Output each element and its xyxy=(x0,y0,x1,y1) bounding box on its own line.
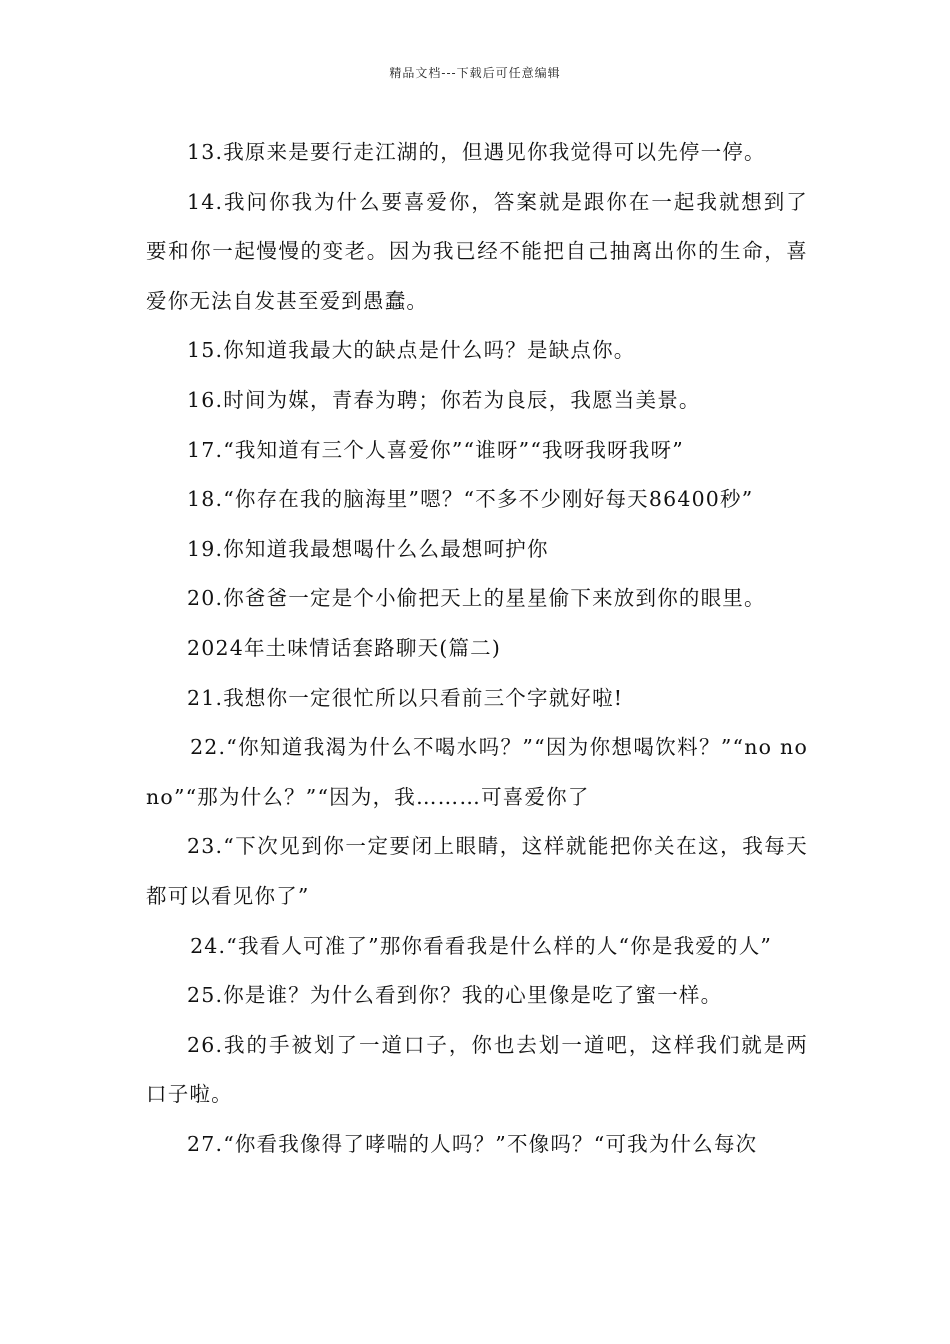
paragraph-13: 13.我原来是要行走江湖的，但遇见你我觉得可以先停一停。 xyxy=(187,140,766,164)
paragraph-15: 15.你知道我最大的缺点是什么吗？是缺点你。 xyxy=(187,338,636,363)
paragraph-20: 20.你爸爸一定是个小偷把天上的星星偷下来放到你的眼里。 xyxy=(187,586,766,611)
paragraph-22: 22.“你知道我渴为什么不喝水吗？”“因为你想喝饮料？”“no no no”“那为什么？”“因为，我………可喜爱你了 xyxy=(146,735,808,809)
paragraph-27: 27.“你看我像得了哮喘的人吗？”不像吗？“可我为什么每次 xyxy=(187,1131,758,1156)
paragraph-25: 25.你是谁？为什么看到你？我的心里像是吃了蜜一样。 xyxy=(187,983,723,1008)
document-body xyxy=(146,128,808,1169)
paragraph-19: 19.你知道我最想喝什么么最想呵护你 xyxy=(187,536,549,561)
page-header: 精品文档---下载后可任意编辑 xyxy=(389,66,561,80)
paragraph-26: 26.我的手被划了一道口子，你也去划一道吧，这样我们就是两口子啦。 xyxy=(146,1032,808,1107)
paragraph-24: 24.“我看人可准了”那你看看我是什么样的人“你是我爱的人” xyxy=(190,933,773,958)
paragraph-16: 16.时间为媒，青春为聘；你若为良辰，我愿当美景。 xyxy=(187,387,701,412)
paragraph-21: 21.我想你一定很忙所以只看前三个字就好啦! xyxy=(187,685,624,710)
paragraph-23: 23.“下次见到你一定要闭上眼睛，这样就能把你关在这，我每天都可以看见你了” xyxy=(146,834,808,908)
paragraph-14: 14.我问你我为什么要喜爱你，答案就是跟你在一起我就想到了要和你一起慢慢的变老。因为我已经不能把自己抽离出你的生命，喜爱你无法自发甚至爱到愚蠢。 xyxy=(146,189,808,313)
section-heading: 2024年土味情话套路聊天(篇二) xyxy=(187,635,502,660)
paragraph-17: 17.“我知道有三个人喜爱你”“谁呀”“我呀我呀我呀” xyxy=(187,437,684,462)
paragraph-18: 18.“你存在我的脑海里”嗯？“不多不少刚好每天86400秒” xyxy=(187,487,754,512)
